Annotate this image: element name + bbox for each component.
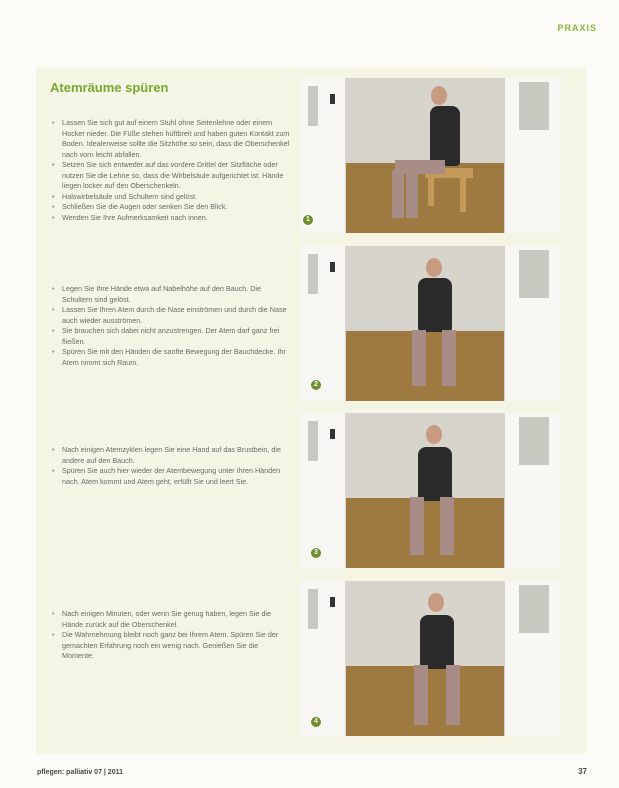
list-item: • Legen Sie Ihre Hände etwa auf Nabelhöhe auf den Bauch. Die Schultern sind gelöst. [50, 284, 290, 305]
list-item: • Nach einigen Atemzyklen legen Sie eine Hand auf das Brustbein, die andere auf den Bauch. [50, 445, 290, 466]
list-item: • Lassen Sie sich gut auf einem Stuhl ohne Seitenlehne oder einem Hocker nieder. Die Füße stehen hüftbreit und haben guten Kontakt zum Boden. Idealerweise sollte die Sitzhöhe so sein, dass die Oberschenkel nach vorn leicht abfallen. [50, 118, 290, 160]
article-title: Atemräume spüren [50, 80, 169, 95]
photo-step-4 [300, 581, 561, 736]
step-3-list [50, 445, 290, 487]
photo-step-1 [300, 78, 561, 233]
list-item: • Wenden Sie Ihre Aufmerksamkeit nach innen. [50, 213, 290, 224]
photo-step-2 [300, 246, 561, 401]
list-item: • Spüren Sie auch hier wieder der Atembewegung unter Ihren Händen nach. Atem kommt und Atem geht, erfüllt Sie und leert Sie. [50, 466, 290, 487]
list-item: • Schließen Sie die Augen oder senken Sie den Blick. [50, 202, 290, 213]
photo-step-3 [300, 413, 561, 568]
step-badge-3: 3 [311, 548, 321, 558]
list-item: • Nach einigen Minuten, oder wenn Sie genug haben, legen Sie die Hände zurück auf die Oberschenkel. [50, 609, 290, 630]
list-item: • Lassen Sie Ihren Atem durch die Nase einströmen und durch die Nase auch wieder ausströmen. [50, 305, 290, 326]
section-label: PRAXIS [557, 23, 597, 33]
list-item: • Setzen Sie sich entweder auf das vordere Drittel der Sitzfläche oder nutzen Sie die Lehne so, dass die Wirbelsäule aufgerichtet ist. Hände liegen locker auf den Oberschenkeln. [50, 160, 290, 192]
step-badge-2: 2 [311, 380, 321, 390]
publication-name: pflegen: palliativ 07 | 2011 [37, 769, 123, 776]
step-4-list [50, 609, 290, 662]
step-badge-4: 4 [311, 717, 321, 727]
list-item: • Sie brauchen sich dabei nicht anzustrengen. Der Atem darf ganz frei fließen. [50, 326, 290, 347]
step-2-list [50, 284, 290, 368]
list-item: • Halswirbelsäule und Schultern sind gelöst. [50, 192, 290, 203]
list-item: • Spüren Sie mit den Händen die sanfte Bewegung der Bauchdecke. Ihr Atem nimmt sich Raum. [50, 347, 290, 368]
step-badge-1: 1 [303, 215, 313, 225]
step-1-list [50, 118, 290, 223]
page-number: 37 [578, 767, 587, 776]
list-item: • Die Wahrnehmung bleibt noch ganz bei Ihrem Atem. Spüren Sie der gemachten Erfahrung noch ein wenig nach. Genießen Sie die Momente. [50, 630, 290, 662]
